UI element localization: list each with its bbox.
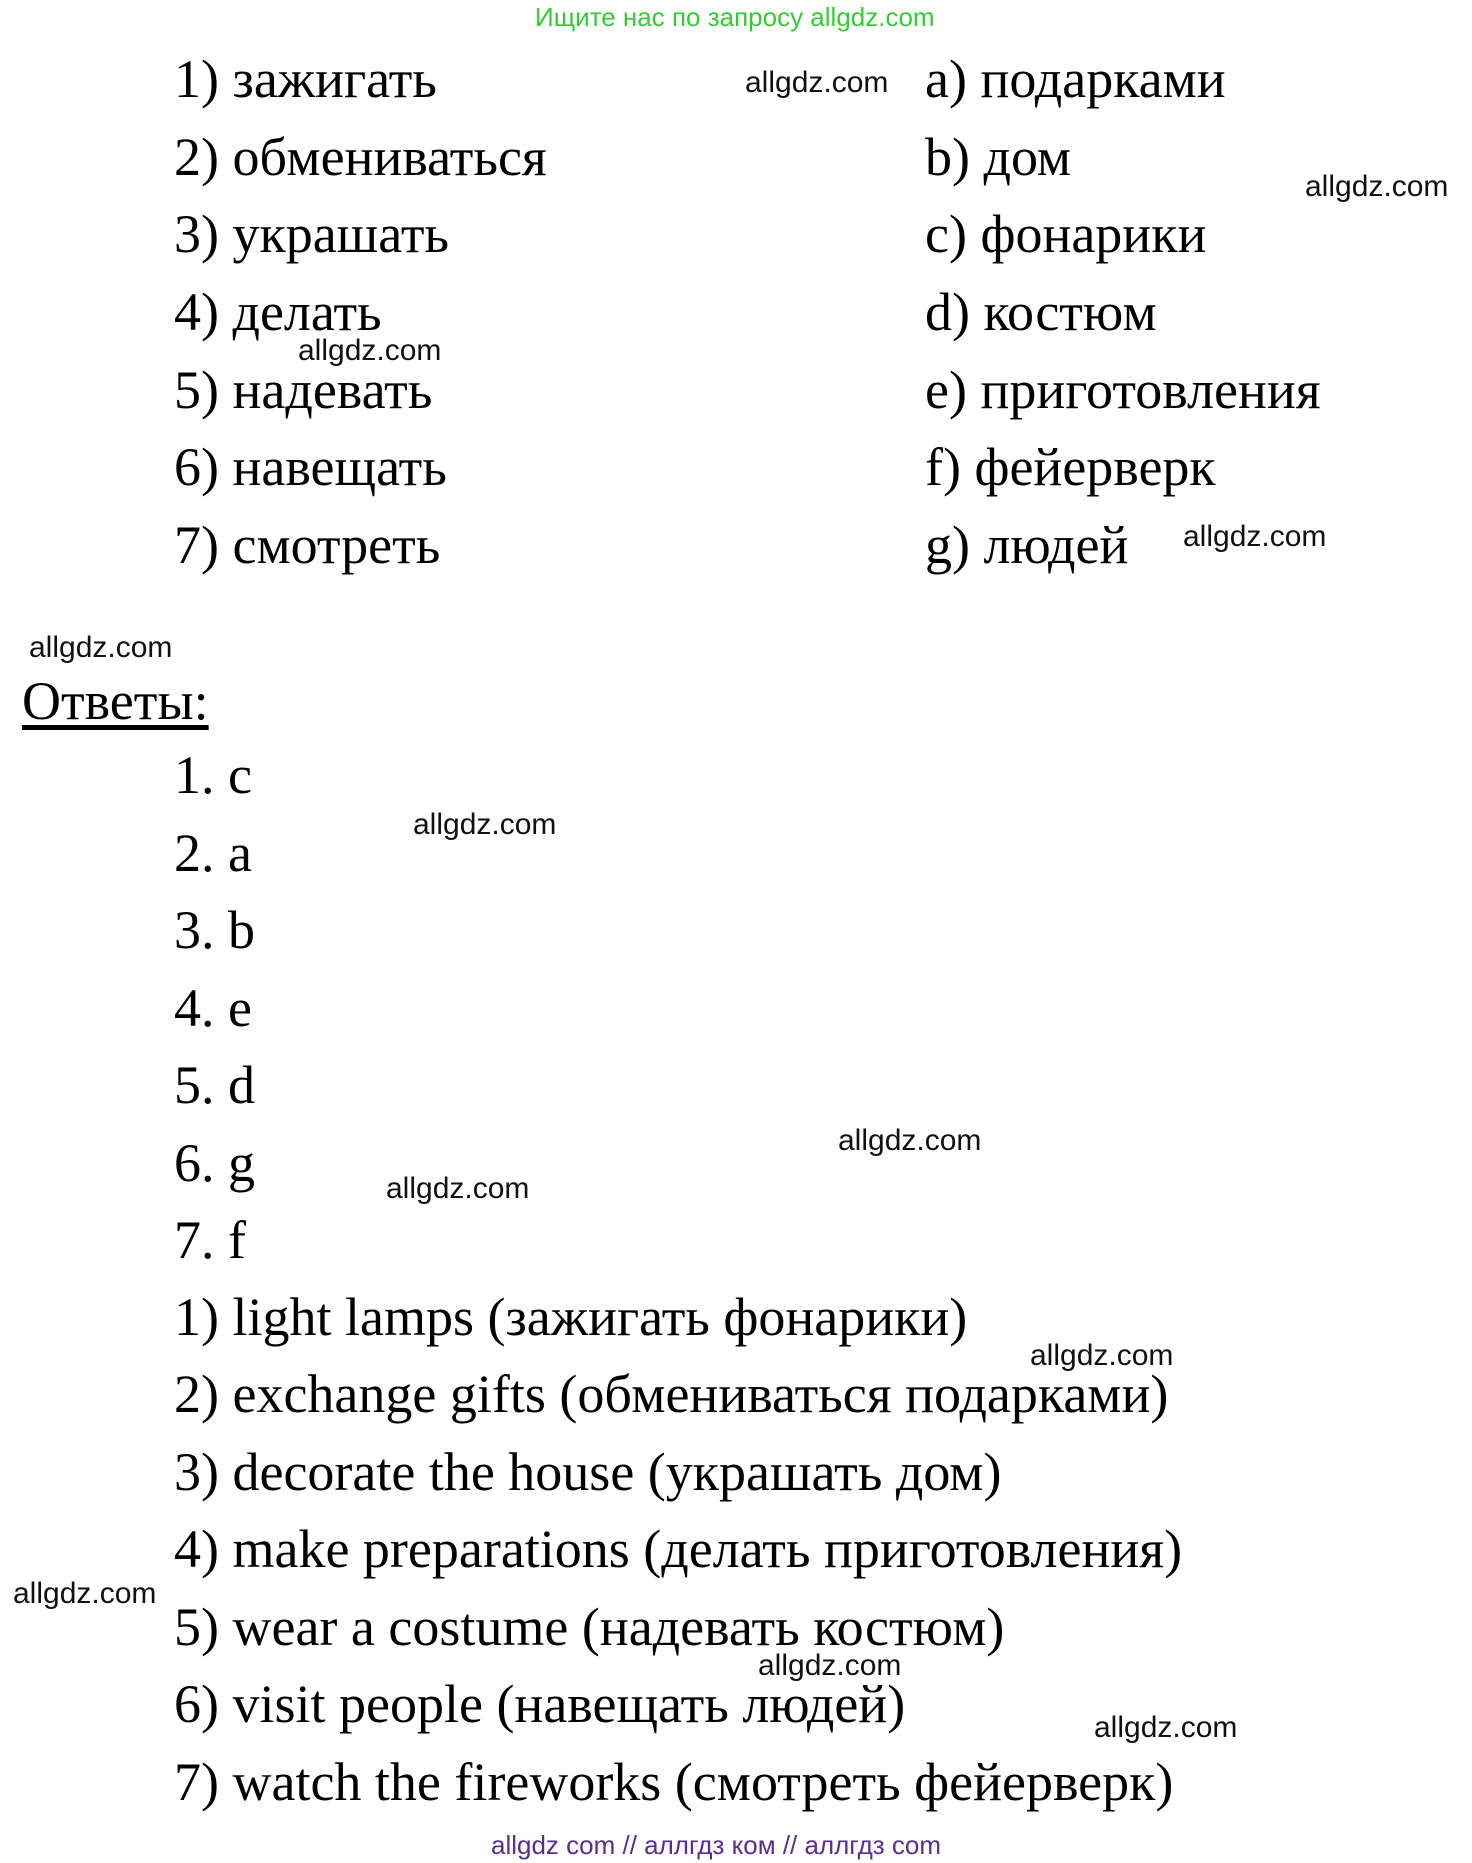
answer-item: 3. b	[174, 900, 255, 960]
phrase-item: 4) make preparations (делать приготовления)	[174, 1519, 1183, 1579]
verb-item: 7) смотреть	[174, 515, 441, 575]
watermark: allgdz.com	[13, 1577, 157, 1610]
verb-item: 3) украшать	[174, 204, 450, 264]
verb-item: 4) делать	[174, 282, 382, 342]
verb-item: 6) навещать	[174, 437, 447, 497]
noun-item: e) приготовления	[925, 360, 1321, 420]
verb-item: 1) зажигать	[174, 49, 437, 109]
noun-item: a) подарками	[925, 49, 1226, 109]
phrase-item: 1) light lamps (зажигать фонарики)	[174, 1287, 968, 1347]
answer-item: 1. c	[174, 745, 252, 805]
verb-item: 2) обмениваться	[174, 127, 547, 187]
watermark: allgdz.com	[1183, 520, 1327, 553]
noun-item: c) фонарики	[925, 204, 1207, 264]
phrase-item: 7) watch the fireworks (смотреть фейерверк)	[174, 1752, 1174, 1812]
watermark: allgdz.com	[298, 334, 442, 367]
noun-item: g) людей	[925, 515, 1129, 575]
watermark: allgdz.com	[758, 1649, 902, 1682]
phrase-item: 6) visit people (навещать людей)	[174, 1674, 906, 1734]
watermark: allgdz.com	[413, 808, 557, 841]
answer-item: 7. f	[174, 1210, 246, 1270]
phrase-item: 2) exchange gifts (обмениваться подарками)	[174, 1364, 1169, 1424]
phrase-item: 3) decorate the house (украшать дом)	[174, 1442, 1002, 1502]
watermark: allgdz.com	[1030, 1339, 1174, 1372]
verb-item: 5) надевать	[174, 360, 433, 420]
noun-item: f) фейерверк	[925, 437, 1216, 497]
noun-item: d) костюм	[925, 282, 1157, 342]
watermark: allgdz.com	[745, 66, 889, 99]
answer-item: 6. g	[174, 1133, 255, 1193]
noun-item: b) дом	[925, 127, 1072, 187]
watermark: allgdz.com	[29, 631, 173, 664]
answer-item: 2. a	[174, 823, 252, 883]
watermark: allgdz.com	[1094, 1711, 1238, 1744]
answer-item: 5. d	[174, 1055, 255, 1115]
watermark: allgdz.com	[386, 1172, 530, 1205]
answers-heading: Ответы:	[22, 671, 209, 731]
bottom-banner[interactable]: allgdz com // аллгдз ком // аллгдз com	[491, 1830, 942, 1860]
top-banner[interactable]: Ищите нас по запросу allgdz.com	[535, 2, 935, 32]
answer-item: 4. e	[174, 978, 252, 1038]
watermark: allgdz.com	[838, 1124, 982, 1157]
phrase-item: 5) wear a costume (надевать костюм)	[174, 1597, 1005, 1657]
watermark: allgdz.com	[1305, 170, 1449, 203]
